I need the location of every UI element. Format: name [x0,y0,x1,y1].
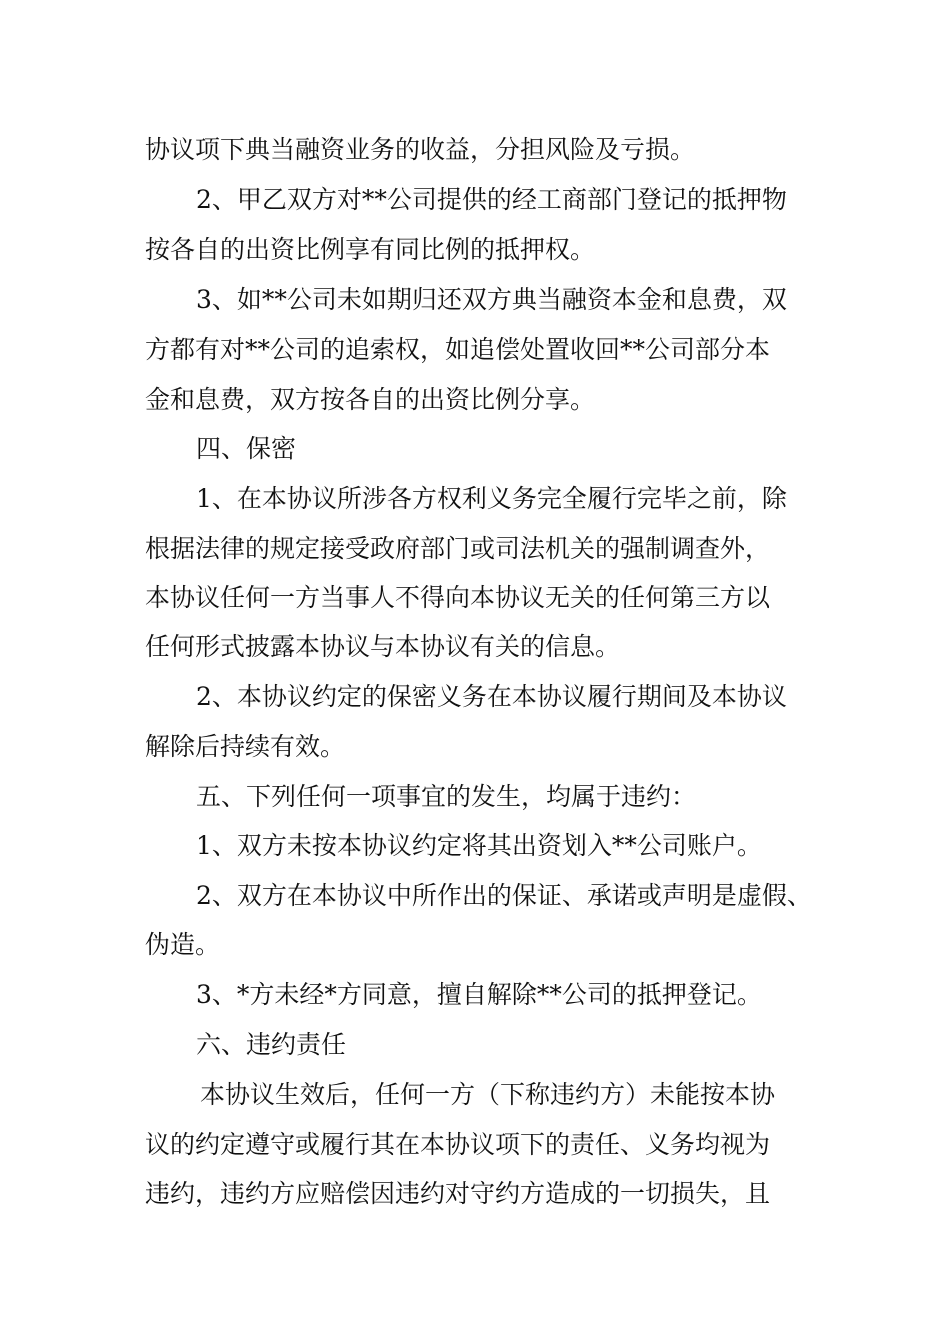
text-line: 2、本协议约定的保密义务在本协议履行期间及本协议 [196,682,787,711]
text-line: 按各自的出资比例享有同比例的抵押权。 [145,235,596,264]
text-line: 根据法律的规定接受政府部门或司法机关的强制调查外， [145,534,771,563]
text-line: 本协议生效后，任何一方（下称违约方）未能按本协 [200,1080,776,1109]
section-heading: 四、保密 [196,434,297,463]
text-line: 协议项下典当融资业务的收益，分担风险及亏损。 [145,135,696,164]
section-heading: 五、下列任何一项事宜的发生，均属于违约： [196,782,697,811]
text-line: 金和息费，双方按各自的出资比例分享。 [145,385,596,414]
text-line: 解除后持续有效。 [145,732,346,761]
text-line: 1、双方未按本协议约定将其出资划入**公司账户。 [196,831,762,860]
text-line: 议的约定遵守或履行其在本协议项下的责任、义务均视为 [145,1130,771,1159]
text-line: 2、甲乙双方对**公司提供的经工商部门登记的抵押物 [196,185,787,214]
text-line: 1、在本协议所涉各方权利义务完全履行完毕之前，除 [196,484,787,513]
text-line: 任何形式披露本协议与本协议有关的信息。 [145,632,621,661]
text-line: 伪造。 [145,930,221,959]
text-line: 本协议任何一方当事人不得向本协议无关的任何第三方以 [145,583,771,612]
text-line: 2、双方在本协议中所作出的保证、承诺或声明是虚假、 [196,881,812,910]
text-line: 违约，违约方应赔偿因违约对守约方造成的一切损失，且 [145,1179,771,1208]
section-heading: 六、违约责任 [196,1030,347,1059]
text-line: 3、*方未经*方同意，擅自解除**公司的抵押登记。 [196,980,762,1009]
text-line: 方都有对**公司的追索权，如追偿处置收回**公司部分本 [145,335,771,364]
text-line: 3、如**公司未如期归还双方典当融资本金和息费，双 [196,285,787,314]
